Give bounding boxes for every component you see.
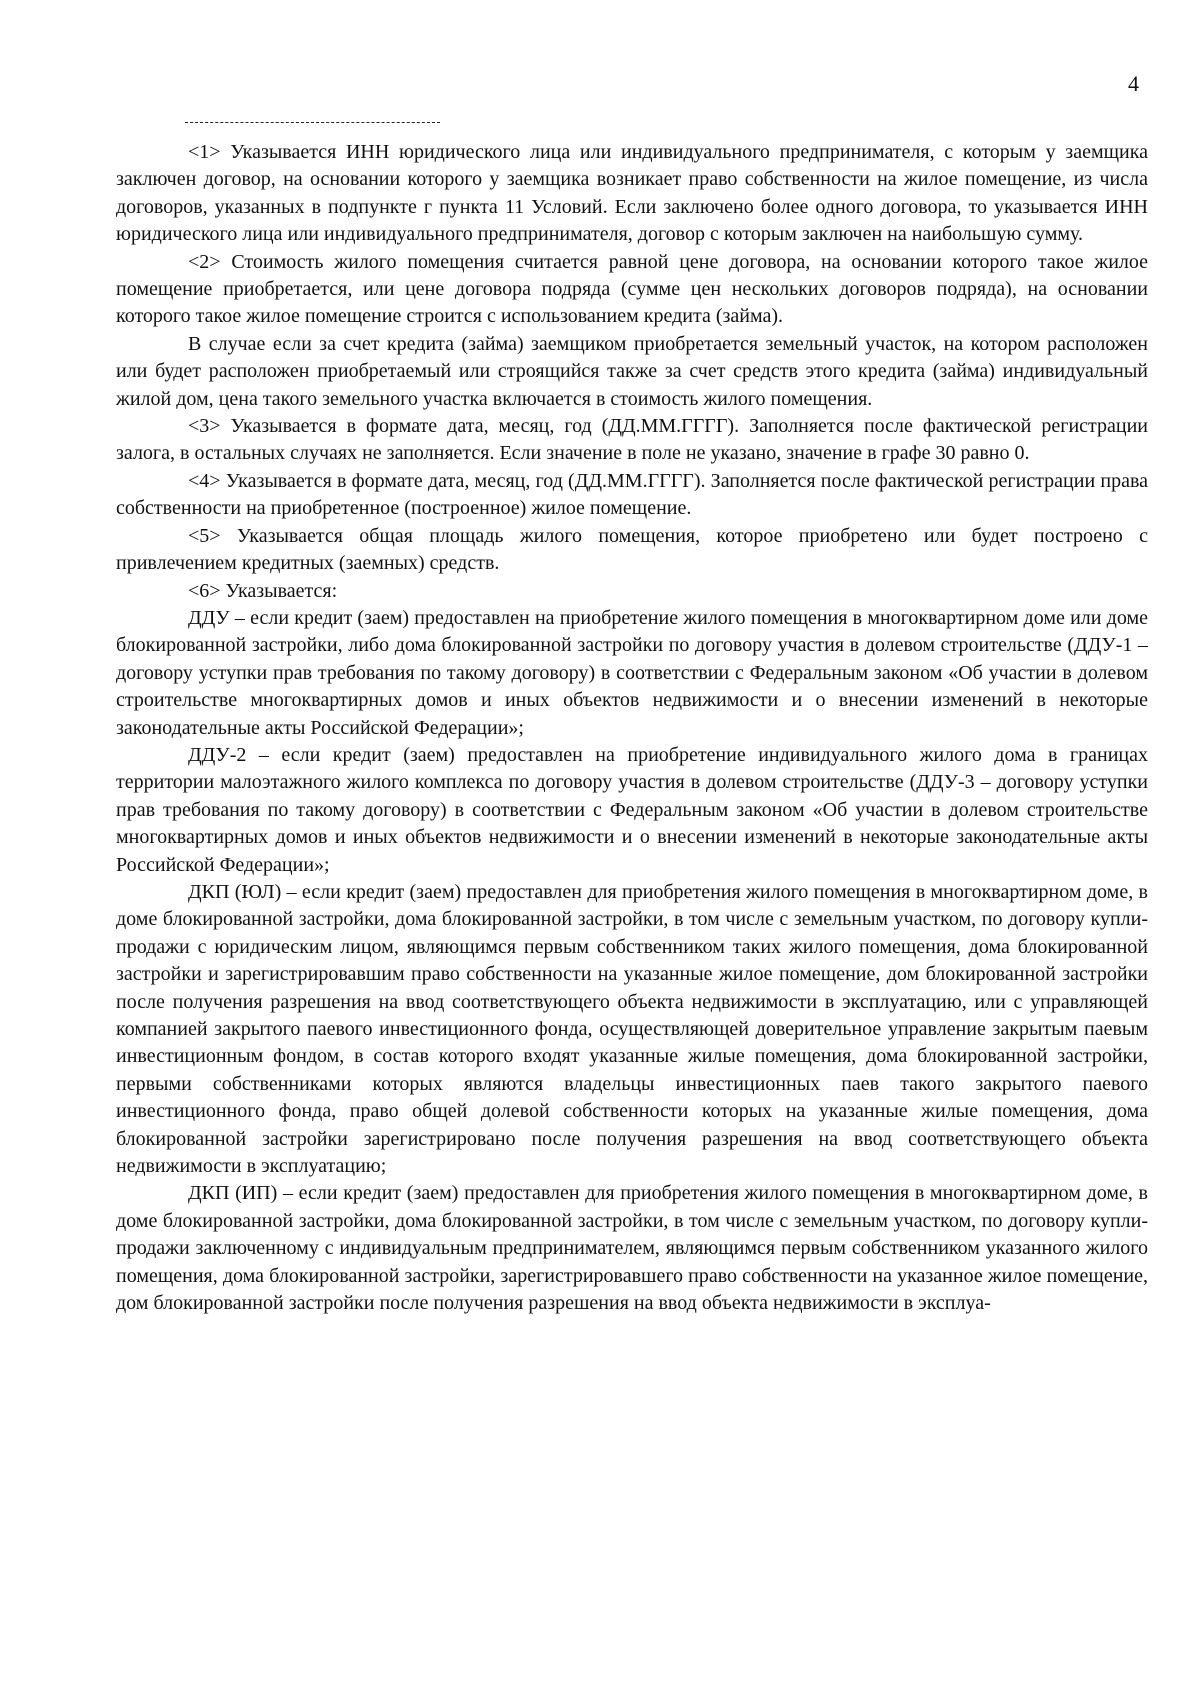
footnotes-body <box>116 139 1148 1317</box>
footnote-3: <3> Указывается в формате дата, месяц, год (ДД.ММ.ГГГГ). Заполняется после фактической регистрации залога, в остальных случаях не заполняется. Если значение в поле не указано, значение в графе 30 равно 0. <box>116 415 1148 465</box>
footnote-6-dkp-ul: ДКП (ЮЛ) – если кредит (заем) предоставлен для приобретения жилого помещения в многоквартирном доме, в доме блокированной застройки, дома блокированной застройки, в том числе с земельным участком, по договору купли-продажи с юридическим лицом, являющимся первым собственником таких жилого помещения, дома блокированной застройки и зарегистрировавшим право собственности на указанные жилое помещение, дом блокированной застройки после получения разрешения на ввод соответствующего объекта недвижимости в эксплуатацию, или с управляющей компанией закрытого паевого инвестиционного фонда, осуществляющей доверительное управление закрытым паевым инвестиционным фондом, в состав которого входят указанные жилые помещения, дома блокированной застройки, первыми собственниками которых являются владельцы инвестиционных паев такого закрытого паевого инвестиционного фонда, право общей долевой собственности которых на указанные жилые помещения, дома блокированной застройки зарегистрировано после получения разрешения на ввод соответствующего объекта недвижимости в эксплуатацию; <box>116 880 1148 1178</box>
page-number: 4 <box>1128 71 1139 96</box>
footnote-6-ddu: ДДУ – если кредит (заем) предоставлен на приобретение жилого помещения в многоквартирном доме или доме блокированной застройки, либо дома блокированной застройки по договору участия в долевом строительстве (ДДУ-1 – договору уступки прав требования по такому договору) в соответствии с Федеральным законом «Об участии в долевом строительстве многоквартирных домов и иных объектов недвижимости и о внесении изменений в некоторые законодательные акты Российской Федерации»; <box>116 606 1148 739</box>
footnote-4: <4> Указывается в формате дата, месяц, год (ДД.ММ.ГГГГ). Заполняется после фактической регистрации права собственности на приобретенное (построенное) жилое помещение. <box>116 469 1148 520</box>
footnote-1: <1> Указывается ИНН юридического лица или индивидуального предпринимателя, с которым у заемщика заключен договор, на основании которого у заемщика возникает право собственности на жилое помещение, из числа договоров, указанных в подпункте г пункта 11 Условий. Если заключено более одного договора, то указывается ИНН юридического лица или индивидуального предпринимателя, договор с которым заключен на наибольшую сумму. <box>116 141 1148 246</box>
footnote-6-dkp-ip: ДКП (ИП) – если кредит (заем) предоставлен для приобретения жилого помещения в многоквартирном доме, в доме блокированной застройки, дома блокированной застройки, в том числе с земельным участком, по договору купли-продажи заключенному с индивидуальным предпринимателем, являющимся первым собственником указанного жилого помещения, дома блокированной застройки, зарегистрировавшего право собственности на указанное жилое помещение, дом блокированной застройки после получения разрешения на ввод объекта недвижимости в эксплуа- <box>116 1182 1148 1315</box>
footnote-6: <6> Указывается: <box>188 579 338 602</box>
footnote-5: <5> Указывается общая площадь жилого помещения, которое приобретено или будет построено с привлечением кредитных (заемных) средств. <box>116 524 1148 575</box>
footnote-2: <2> Стоимость жилого помещения считается равной цене договора, на основании которого такое жилое помещение приобретается, или цене договора подряда (сумме цен нескольких договоров подряда), на основании которого такое жилое помещение строится с использованием кредита (займа). <box>116 250 1148 328</box>
footnote-separator <box>185 122 440 123</box>
footnote-6-ddu-2: ДДУ-2 – если кредит (заем) предоставлен на приобретение индивидуального жилого дома в границах территории малоэтажного жилого комплекса по договору участия в долевом строительстве (ДДУ-3 – договору уступки прав требования по такому договору) в соответствии с Федеральным законом «Об участии в долевом строительстве многоквартирных домов и иных объектов недвижимости и о внесении изменений в некоторые законодательные акты Российской Федерации»; <box>116 743 1148 876</box>
footnote-2-continuation: В случае если за счет кредита (займа) заемщиком приобретается земельный участок, на котором расположен или будет расположен приобретаемый или строящийся также за счет средств этого кредита (займа) индивидуальный жилой дом, цена такого земельного участка включается в стоимость жилого помещения. <box>116 332 1148 410</box>
